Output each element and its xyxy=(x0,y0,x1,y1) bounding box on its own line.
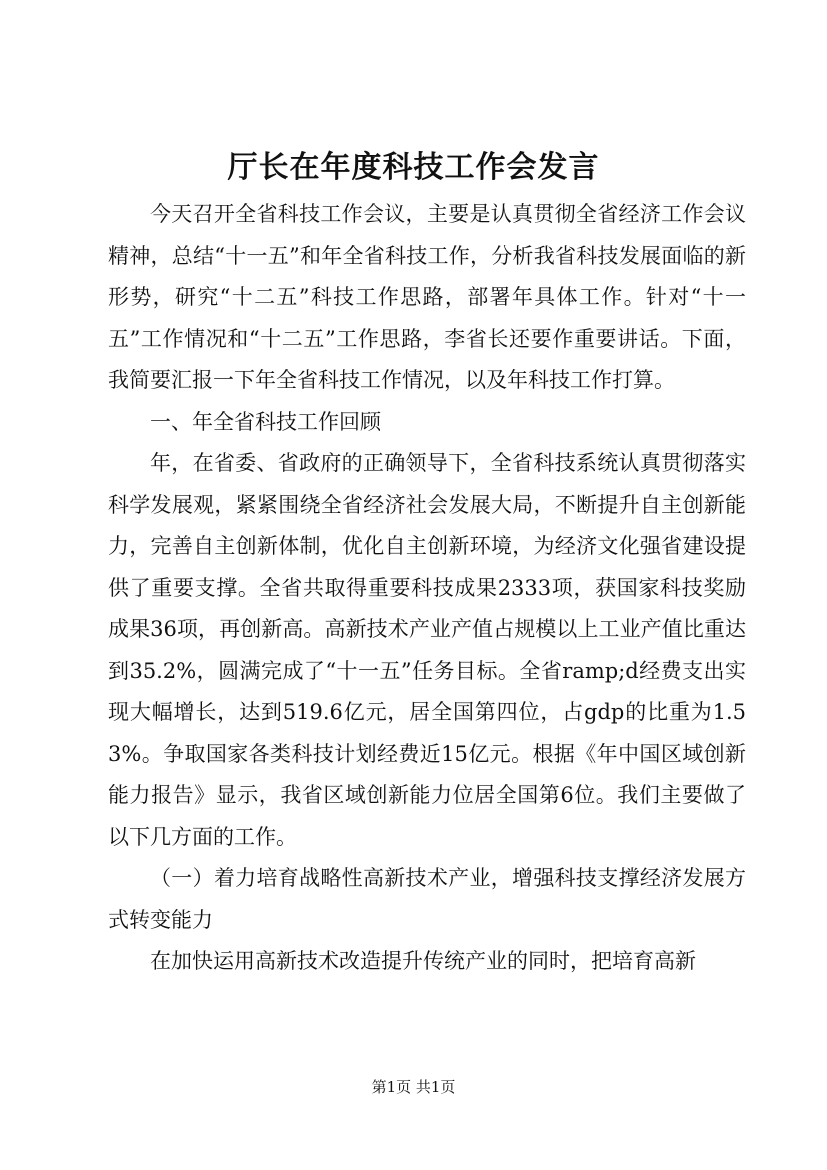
subsection-heading-1: （一）着力培育战略性高新技术产业，增强科技支撑经济发展方式转变能力 xyxy=(108,866,746,932)
document-title: 厅长在年度科技工作会发言 xyxy=(227,150,600,185)
page-footer: 第1页 共1页 xyxy=(371,1078,456,1096)
paragraph-subsection-1: 在加快运用高新技术改造提升传统产业的同时，把培育高新 xyxy=(150,949,696,973)
paragraph-intro: 今天召开全省科技工作会议，主要是认真贯彻全省经济工作会议精神，总结“十一五”和年全省科技工作，分析我省科技发展面临的新形势，研究“十二五”科技工作思路，部署年具体工作。针对“十一五”工作情况和“十二五”工作思路，李省长还要作重要讲话。下面，我简要汇报一下年全省科技工作情况，以及年科技工作打算。 xyxy=(108,202,746,392)
document-body xyxy=(108,194,746,983)
section-heading-review: 一、年全省科技工作回顾 xyxy=(150,409,381,434)
paragraph-review: 年，在省委、省政府的正确领导下，全省科技系统认真贯彻落实科学发展观，紧紧围绕全省经济社会发展大局，不断提升自主创新能力，完善自主创新体制，优化自主创新环境，为经济文化强省建设提供了重要支撑。全省共取得重要科技成果2333项，获国家科技奖励成果36项，再创新高。高新技术产业产值占规模以上工业产值比重达到35.2%，圆满完成了“十一五”任务目标。全省ramp;d经费支出实现大幅增长，达到519.6亿元，居全国第四位，占gdp的比重为1.53%。争取国家各类科技计划经费近15亿元。根据《年中国区域创新能力报告》显示，我省区域创新能力位居全国第6位。我们主要做了以下几方面的工作。 xyxy=(108,451,746,849)
